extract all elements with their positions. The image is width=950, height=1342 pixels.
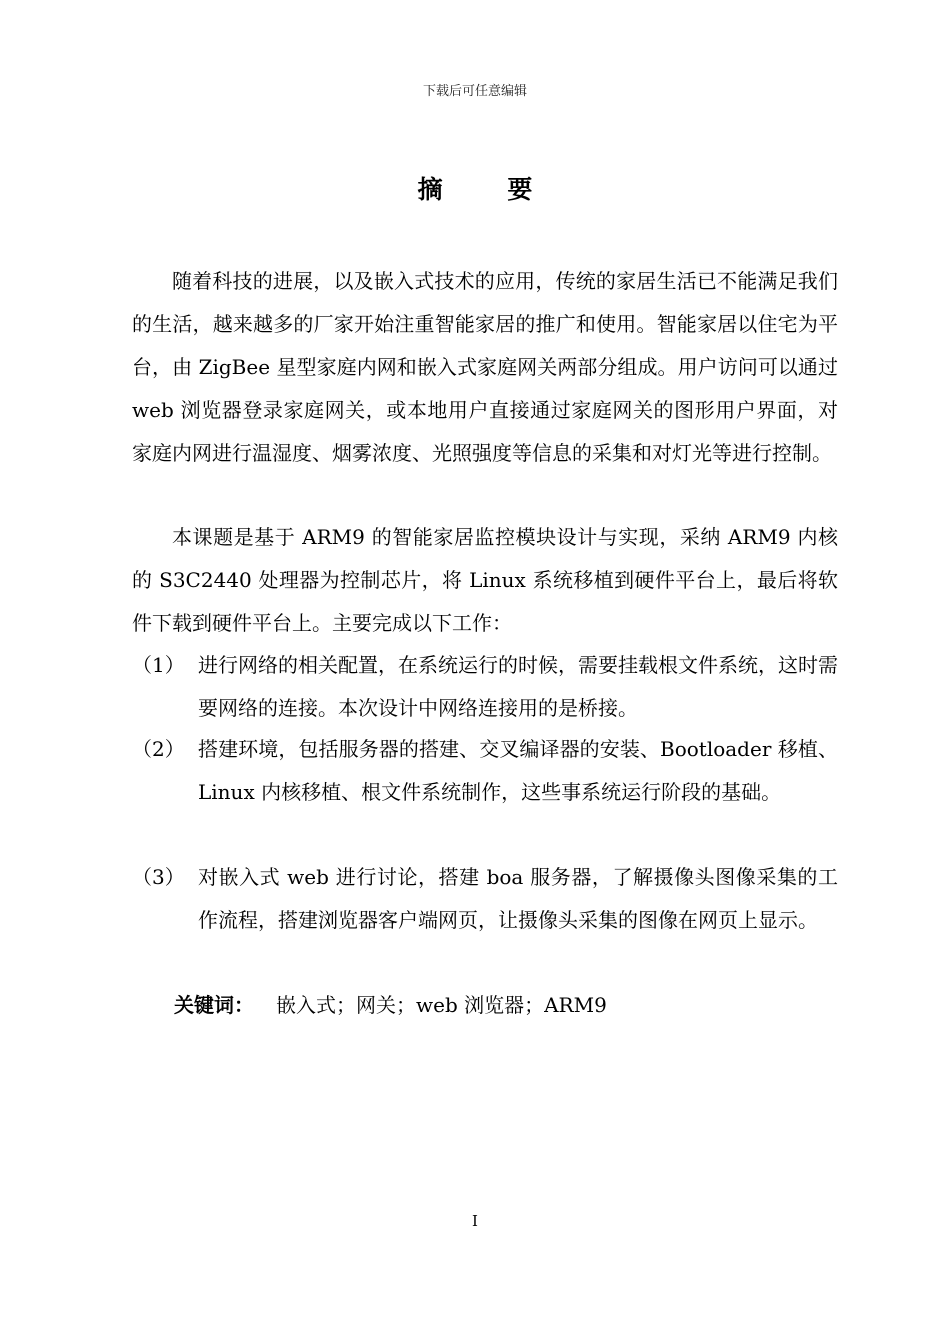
keywords-value: 嵌入式；网关；web 浏览器；ARM9 bbox=[276, 993, 607, 1017]
keywords-line bbox=[174, 984, 607, 1027]
page-title: 摘 要 bbox=[417, 175, 561, 204]
paragraph-text: 随着科技的进展，以及嵌入式技术的应用，传统的家居生活已不能满足我们的生活，越来越多的厂家开始注重智能家居的推广和使用。智能家居以住宅为平台，由 ZigBee 星型家庭内网和嵌入式家庭网关两部分组成。用户访问可以通过 web 浏览器登录家庭网关，或本地用户直接通过家庭网关的图形用户界面，对家庭内网进行温湿度、烟雾浓度、光照强度等信息的采集和对灯光等进行控制。 bbox=[132, 269, 838, 465]
abstract-paragraph-1 bbox=[132, 260, 838, 475]
keywords-label: 关键词： bbox=[174, 993, 254, 1017]
list-item-number: （3） bbox=[132, 865, 185, 889]
list-item-3 bbox=[132, 856, 838, 942]
abstract-paragraph-2 bbox=[132, 516, 838, 645]
list-item-text: 对嵌入式 web 进行讨论，搭建 boa 服务器，了解摄像头图像采集的工作流程，搭建浏览器客户端网页，让摄像头采集的图像在网页上显示。 bbox=[198, 865, 838, 932]
list-item-2 bbox=[132, 728, 838, 814]
list-item-text: 搭建环境，包括服务器的搭建、交叉编译器的安装、Bootloader 移植、Linux 内核移植、根文件系统制作，这些事系统运行阶段的基础。 bbox=[198, 737, 838, 804]
list-item-text: 进行网络的相关配置，在系统运行的时候，需要挂载根文件系统，这时需要网络的连接。本次设计中网络连接用的是桥接。 bbox=[198, 653, 838, 720]
header-note: 下载后可任意编辑 bbox=[422, 84, 527, 99]
list-item-1 bbox=[132, 644, 838, 730]
list-item-number: （2） bbox=[132, 737, 185, 761]
paragraph-text: 本课题是基于 ARM9 的智能家居监控模块设计与实现，采纳 ARM9 内核的 S3C2440 处理器为控制芯片，将 Linux 系统移植到硬件平台上，最后将软件下载到硬件平台上。主要完成以下工作： bbox=[132, 525, 838, 635]
page-number: I bbox=[472, 1212, 478, 1230]
list-item-number: （1） bbox=[132, 653, 185, 677]
